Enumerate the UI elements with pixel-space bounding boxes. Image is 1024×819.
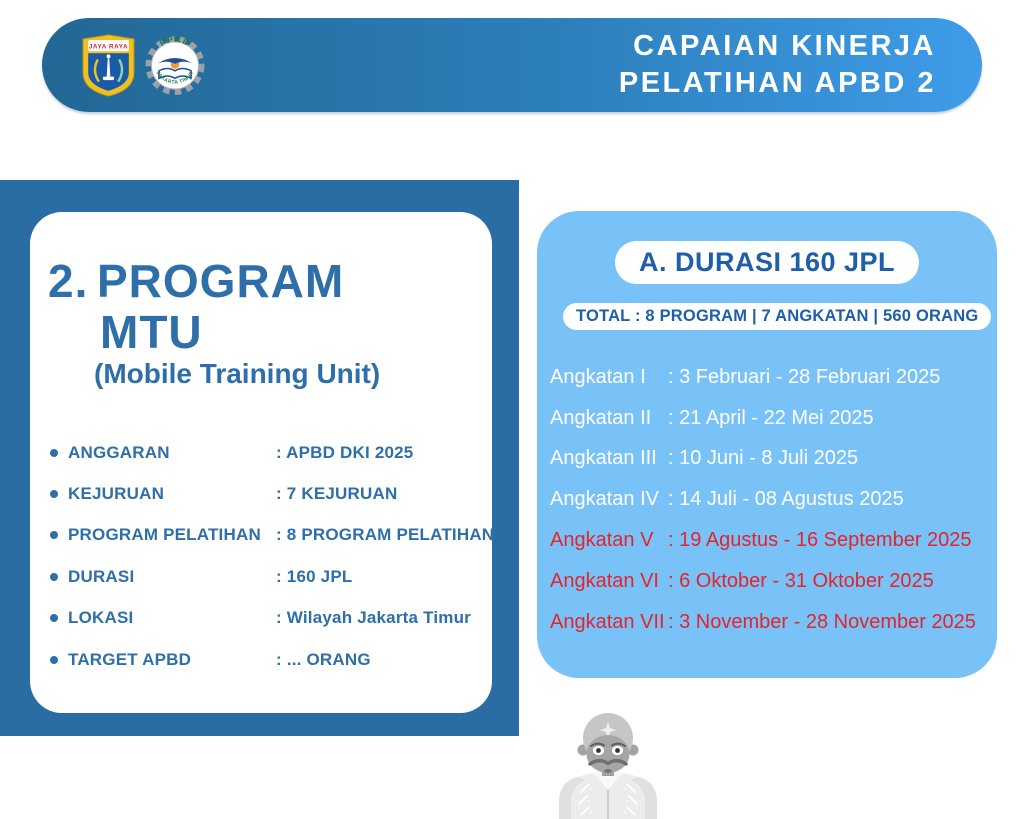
angkatan-row: [550, 398, 990, 439]
bullet-icon: [50, 614, 58, 622]
list-item: [30, 598, 492, 639]
detail-value: : APBD DKI 2025: [276, 442, 414, 462]
detail-value: : 160 JPL: [276, 566, 353, 586]
angkatan-schedule-list: [550, 357, 990, 643]
header-banner: [42, 18, 982, 112]
program-panel: [0, 180, 519, 736]
total-badge: TOTAL : 8 PROGRAM | 7 ANGKATAN | 560 ORANG: [563, 303, 991, 330]
ppkd-label: PPKD: [157, 33, 193, 48]
program-acronym: MTU: [100, 306, 203, 358]
mascot-body: [559, 770, 657, 819]
angkatan-dates: : 14 Juli - 08 Agustus 2025: [668, 488, 904, 511]
angkatan-row: [550, 357, 990, 398]
bullet-icon: [50, 449, 58, 457]
detail-label: ANGGARAN: [68, 442, 170, 462]
angkatan-row-highlighted: [550, 602, 990, 643]
angkatan-label: Angkatan VII: [550, 610, 665, 633]
angkatan-label: Angkatan IV: [550, 488, 659, 511]
angkatan-row-highlighted: [550, 561, 990, 602]
angkatan-label: Angkatan II: [550, 406, 652, 429]
angkatan-label: Angkatan V: [550, 529, 654, 552]
program-details-list: [30, 432, 495, 680]
jaya-raya-label: JAYA RAYA: [88, 43, 129, 51]
jakarta-timur-label: JAKARTA TIMUR: [154, 70, 196, 86]
detail-label: PROGRAM PELATIHAN: [68, 525, 261, 545]
jakarta-crest-icon: [82, 34, 135, 97]
angkatan-label: Angkatan I: [550, 365, 646, 388]
bullet-icon: [50, 531, 58, 539]
angkatan-dates: : 6 Oktober - 31 Oktober 2025: [668, 569, 934, 592]
detail-value: : 7 KEJURUAN: [276, 484, 398, 504]
list-item: [30, 515, 495, 556]
ondel-ondel-mascot-icon: [523, 676, 693, 819]
angkatan-label: Angkatan III: [550, 447, 657, 470]
detail-label: KEJURUAN: [68, 484, 165, 504]
program-title: PROGRAM: [97, 255, 345, 307]
bullet-icon: [50, 490, 58, 498]
page-title-line2: PELATIHAN APBD 2: [618, 67, 936, 99]
angkatan-label: Angkatan VI: [550, 569, 659, 592]
program-subtitle: (Mobile Training Unit): [94, 358, 381, 389]
detail-label: TARGET APBD: [68, 649, 192, 669]
angkatan-row-highlighted: [550, 520, 990, 561]
detail-value: : 8 PROGRAM PELATIHAN: [276, 525, 495, 545]
bullet-icon: [50, 656, 58, 664]
program-number: 2.: [48, 255, 89, 307]
list-item: [30, 639, 492, 680]
angkatan-row: [550, 479, 990, 520]
angkatan-dates: : 10 Juni - 8 Juli 2025: [668, 447, 859, 470]
page-title-line1: CAPAIAN KINERJA: [633, 30, 936, 62]
list-item: [30, 556, 492, 597]
ppkd-logo-icon: [145, 34, 205, 97]
logo-group: [82, 18, 205, 112]
mascot-head: [578, 713, 639, 776]
angkatan-dates: : 3 November - 28 November 2025: [668, 610, 976, 633]
page-title: [619, 28, 936, 102]
list-item: [30, 432, 492, 473]
detail-value: : ... ORANG: [276, 649, 371, 669]
angkatan-dates: : 3 Februari - 28 Februari 2025: [668, 365, 941, 388]
list-item: [30, 473, 492, 514]
angkatan-dates: : 21 April - 22 Mei 2025: [668, 406, 874, 429]
detail-label: DURASI: [68, 566, 135, 586]
bullet-icon: [50, 573, 58, 581]
detail-label: LOKASI: [68, 608, 134, 628]
durasi-title-badge: A. DURASI 160 JPL: [615, 241, 919, 284]
detail-value: : Wilayah Jakarta Timur: [276, 608, 471, 628]
angkatan-row: [550, 439, 990, 480]
durasi-card: [537, 211, 997, 678]
angkatan-dates: : 19 Agustus - 16 September 2025: [668, 529, 972, 552]
program-card: [30, 212, 495, 713]
